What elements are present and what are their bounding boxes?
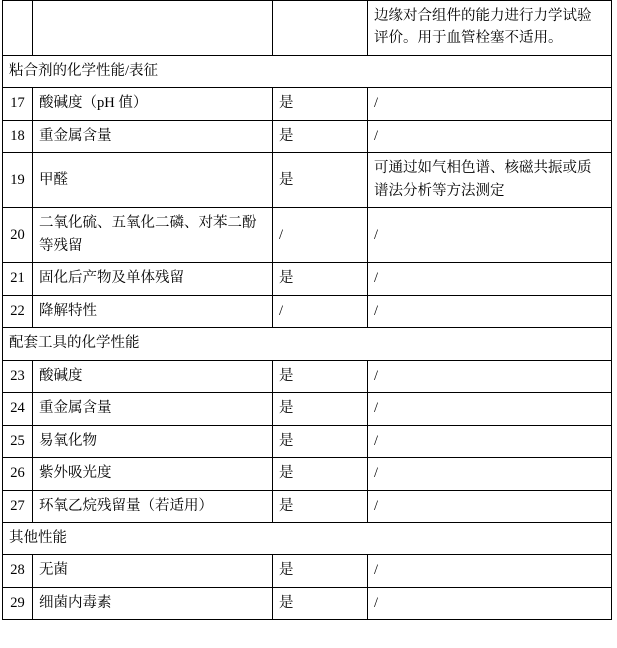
- section-heading-row: [3, 522, 612, 554]
- section-heading-row: [3, 328, 612, 360]
- row-requirement: /: [273, 295, 368, 327]
- row-requirement: 是: [273, 425, 368, 457]
- table-row: [3, 153, 612, 208]
- row-requirement: 是: [273, 490, 368, 522]
- row-note: /: [368, 393, 612, 425]
- table-row: [3, 295, 612, 327]
- row-note: /: [368, 263, 612, 295]
- row-note: /: [368, 587, 612, 619]
- row-number: 28: [3, 555, 33, 587]
- row-name: 重金属含量: [33, 120, 273, 152]
- row-number: 25: [3, 425, 33, 457]
- row-number: [3, 1, 33, 56]
- row-name: 甲醛: [33, 153, 273, 208]
- row-note: /: [368, 295, 612, 327]
- row-note: /: [368, 458, 612, 490]
- table-row: [3, 120, 612, 152]
- table-row: [3, 587, 612, 619]
- row-requirement: 是: [273, 360, 368, 392]
- row-note: /: [368, 88, 612, 120]
- table-row: [3, 393, 612, 425]
- row-note: 可通过如气相色谱、核磁共振或质谱法分析等方法测定: [368, 153, 612, 208]
- row-number: 27: [3, 490, 33, 522]
- row-name: 紫外吸光度: [33, 458, 273, 490]
- row-name: 环氧乙烷残留量（若适用）: [33, 490, 273, 522]
- table-row: [3, 208, 612, 263]
- row-name: 重金属含量: [33, 393, 273, 425]
- row-note: 边缘对合组件的能力进行力学试验评价。用于血管栓塞不适用。: [368, 1, 612, 56]
- table-row: [3, 263, 612, 295]
- table-row: [3, 490, 612, 522]
- row-name: 细菌内毒素: [33, 587, 273, 619]
- row-requirement: 是: [273, 120, 368, 152]
- section-heading: 配套工具的化学性能: [3, 328, 612, 360]
- row-note: /: [368, 555, 612, 587]
- row-requirement: [273, 1, 368, 56]
- row-requirement: 是: [273, 153, 368, 208]
- row-note: /: [368, 360, 612, 392]
- row-number: 23: [3, 360, 33, 392]
- row-number: 19: [3, 153, 33, 208]
- row-note: /: [368, 208, 612, 263]
- table-row: [3, 458, 612, 490]
- section-heading-row: [3, 55, 612, 87]
- row-note: /: [368, 490, 612, 522]
- row-requirement: 是: [273, 587, 368, 619]
- row-note: /: [368, 425, 612, 457]
- table-row: [3, 1, 612, 56]
- section-heading: 粘合剂的化学性能/表征: [3, 55, 612, 87]
- row-number: 24: [3, 393, 33, 425]
- row-note: /: [368, 120, 612, 152]
- row-number: 29: [3, 587, 33, 619]
- row-name: 二氧化硫、五氧化二磷、对苯二酚等残留: [33, 208, 273, 263]
- row-number: 18: [3, 120, 33, 152]
- row-name: 酸碱度: [33, 360, 273, 392]
- row-requirement: 是: [273, 88, 368, 120]
- table-row: [3, 555, 612, 587]
- row-name: 固化后产物及单体残留: [33, 263, 273, 295]
- row-requirement: 是: [273, 555, 368, 587]
- table-row: [3, 425, 612, 457]
- row-number: 17: [3, 88, 33, 120]
- row-name: [33, 1, 273, 56]
- row-name: 易氧化物: [33, 425, 273, 457]
- row-number: 20: [3, 208, 33, 263]
- table-row: [3, 360, 612, 392]
- row-name: 酸碱度（pH 值）: [33, 88, 273, 120]
- row-name: 降解特性: [33, 295, 273, 327]
- row-requirement: /: [273, 208, 368, 263]
- row-name: 无菌: [33, 555, 273, 587]
- row-requirement: 是: [273, 263, 368, 295]
- row-number: 26: [3, 458, 33, 490]
- row-number: 21: [3, 263, 33, 295]
- performance-requirements-table: [2, 0, 612, 620]
- row-requirement: 是: [273, 393, 368, 425]
- row-requirement: 是: [273, 458, 368, 490]
- row-number: 22: [3, 295, 33, 327]
- section-heading: 其他性能: [3, 522, 612, 554]
- table-row: [3, 88, 612, 120]
